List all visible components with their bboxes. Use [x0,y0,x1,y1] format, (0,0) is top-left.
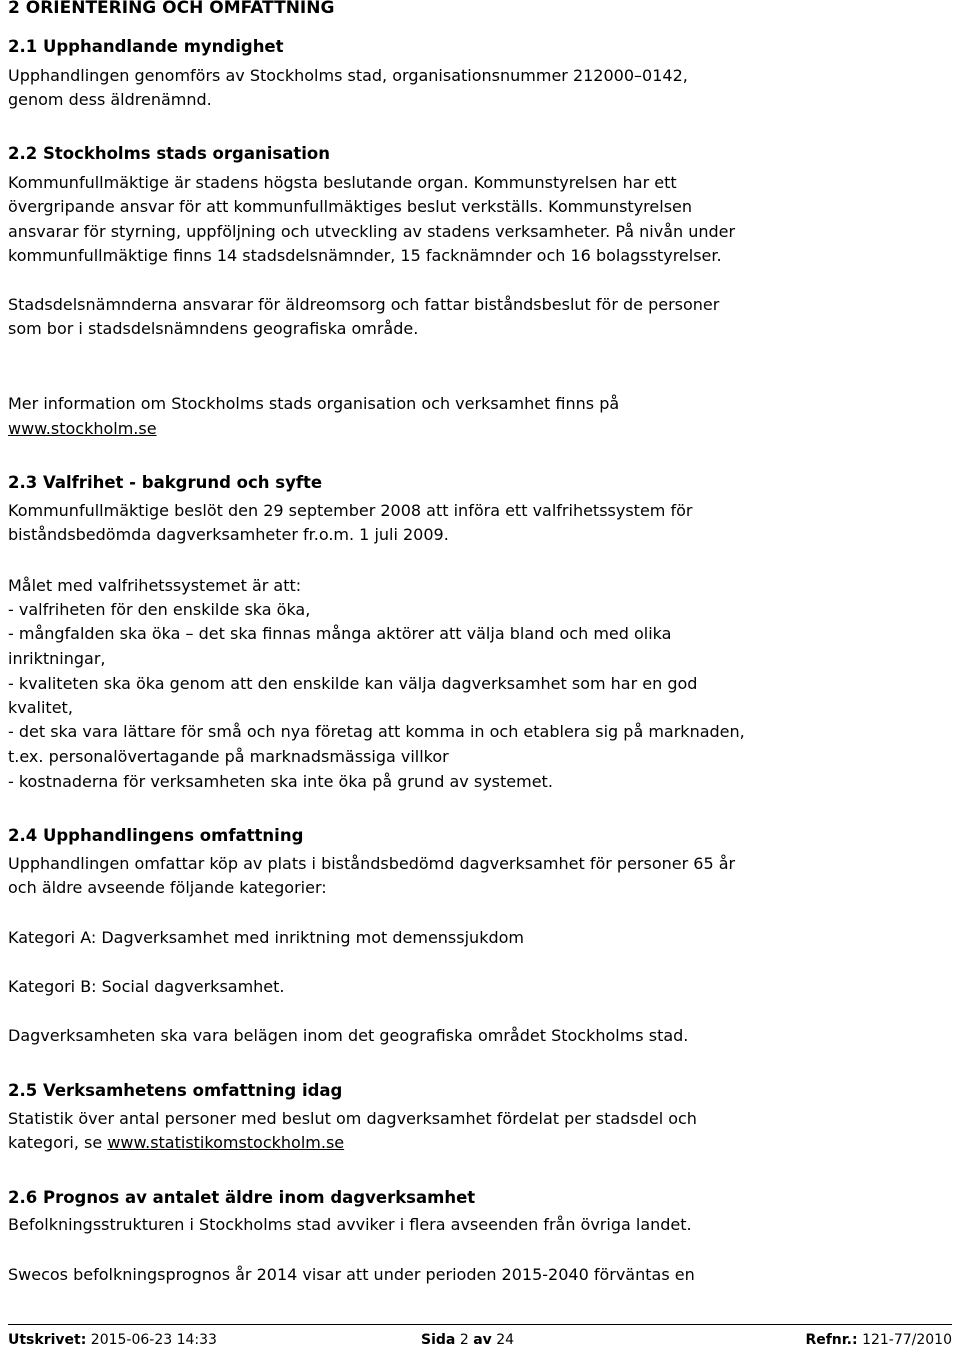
s23-goals-line-9: - kostnaderna för verksamheten ska inte öka på grund av systemet. [8,772,553,791]
footer-page-label: Sida [421,1332,456,1348]
s22-p1-line-2: övergripande ansvar för att kommunfullmäktiges beslut verkställs. Kommunstyrelsen [8,197,693,216]
s25-line-2-prefix: kategori, se [8,1133,108,1152]
s23-goals-line-1: Målet med valfrihetssystemet är att: [8,576,302,595]
footer-page-of: av [473,1332,492,1348]
s22-p3: Mer information om Stockholms stads organisation och verksamhet finns på [8,394,620,413]
s22-p2-line-2: som bor i stadsdelsnämndens geografiska område. [8,319,419,338]
s24-p2: Dagverksamheten ska vara belägen inom det geografiska området Stockholms stad. [8,1026,689,1045]
section-2-5-heading: 2.5 Verksamhetens omfattning idag [8,1081,343,1100]
section-2-4-heading: 2.4 Upphandlingens omfattning [8,826,304,845]
stockholm-link[interactable]: www.stockholm.se [8,419,157,438]
s24-p1-line-1: Upphandlingen omfattar köp av plats i biståndsbedömd dagverksamhet för personer 65 år [8,854,736,873]
s25-line-1: Statistik över antal personer med beslut om dagverksamhet fördelat per stadsdel och [8,1109,697,1128]
s24-category-b: Kategori B: Social dagverksamhet. [8,977,285,996]
footer-page-total: 24 [496,1332,515,1348]
footer-page [421,1331,514,1349]
s22-p1-line-4: kommunfullmäktige finns 14 stadsdelsnämnder, 15 facknämnder och 16 bolagsstyrelser. [8,246,722,265]
s26-p1: Befolkningsstrukturen i Stockholms stad avviker i flera avseenden från övriga landet. [8,1215,692,1234]
s23-goals-line-8: t.ex. personalövertagande på marknadsmässiga villkor [8,747,449,766]
footer-page-num: 2 [459,1332,469,1348]
s22-p1-line-1: Kommunfullmäktige är stadens högsta beslutande organ. Kommunstyrelsen har ett [8,173,677,192]
s21-line-1: Upphandlingen genomförs av Stockholms stad, organisationsnummer 212000–0142, [8,66,688,85]
section-2-3-heading: 2.3 Valfrihet - bakgrund och syfte [8,473,323,492]
s23-goals-line-2: - valfriheten för den enskilde ska öka, [8,600,311,619]
s23-p1-line-2: biståndsbedömda dagverksamheter fr.o.m. 1 juli 2009. [8,525,449,544]
footer-ref [805,1331,952,1349]
s24-category-a: Kategori A: Dagverksamhet med inriktning mot demenssjukdom [8,928,524,947]
s23-goals-line-5: - kvaliteten ska öka genom att den enskilde kan välja dagverksamhet som har en god [8,674,698,693]
s26-p2: Swecos befolkningsprognos år 2014 visar att under perioden 2015-2040 förväntas en [8,1265,695,1284]
footer-printed-label: Utskrivet: [8,1332,87,1348]
s22-p1-line-3: ansvarar för styrning, uppföljning och utveckling av stadens verksamheter. På nivån under [8,222,736,241]
section-2-6-heading: 2.6 Prognos av antalet äldre inom dagverksamhet [8,1188,476,1207]
footer-ref-label: Refnr.: [805,1332,858,1348]
s24-p1-line-2: och äldre avseende följande kategorier: [8,878,327,897]
section-2-2-heading: 2.2 Stockholms stads organisation [8,144,330,163]
s21-line-2: genom dess äldrenämnd. [8,90,212,109]
s23-goals-line-7: - det ska vara lättare för små och nya företag att komma in och etablera sig på marknaden, [8,722,745,741]
footer-ref-value: 121-77/2010 [862,1332,952,1348]
footer-printed [8,1331,217,1349]
footer-printed-value: 2015-06-23 14:33 [90,1332,217,1348]
s23-p1-line-1: Kommunfullmäktige beslöt den 29 september 2008 att införa ett valfrihetssystem för [8,501,693,520]
section-2-1-heading: 2.1 Upphandlande myndighet [8,37,284,56]
s23-goals-line-3: - mångfalden ska öka – det ska finnas många aktörer att välja bland och med olika [8,624,672,643]
section-2-heading: 2 ORIENTERING OCH OMFATTNING [8,0,335,18]
footer-rule [8,1324,952,1325]
statistik-link[interactable]: www.statistikomstockholm.se [107,1133,345,1152]
s22-p2-line-1: Stadsdelsnämnderna ansvarar för äldreomsorg och fattar biståndsbeslut för de personer [8,295,720,314]
s25-line-2 [8,1131,344,1156]
s23-goals-line-4: inriktningar, [8,649,106,668]
s23-goals-line-6: kvalitet, [8,698,73,717]
